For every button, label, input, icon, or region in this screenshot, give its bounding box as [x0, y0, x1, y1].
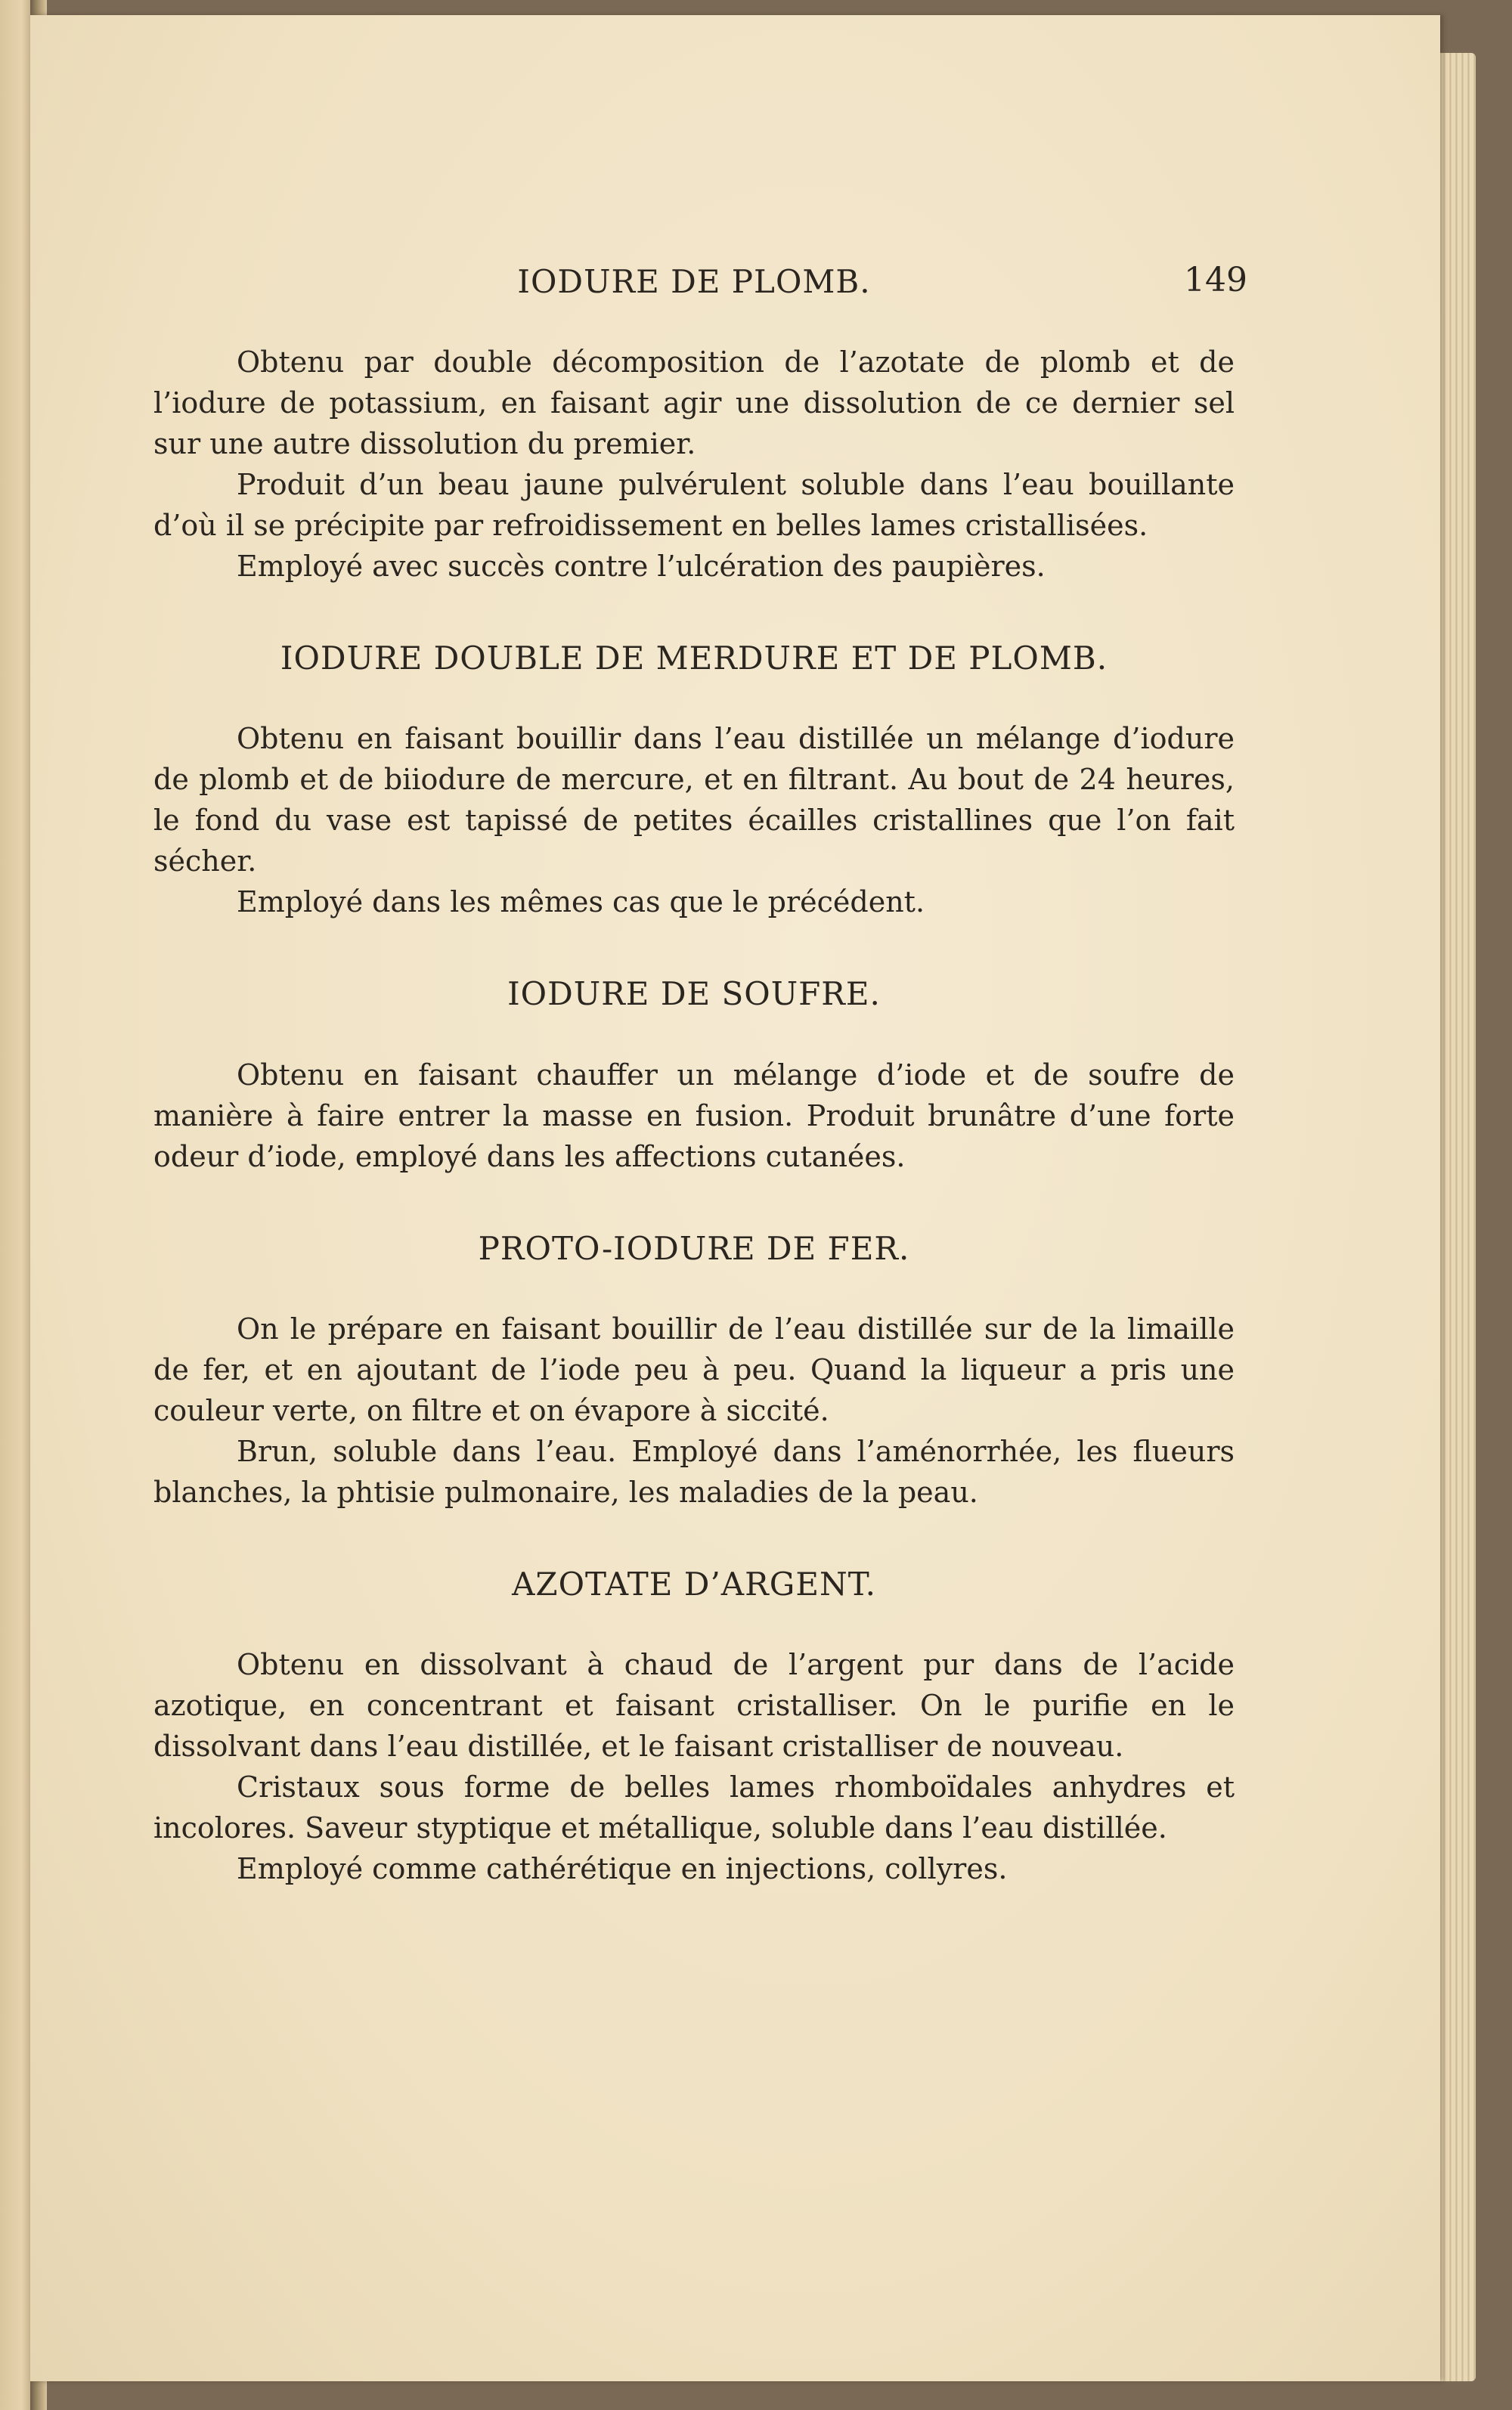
- entry-iodure-de-soufre: [153, 977, 1235, 1176]
- paragraph: Obtenu par double décomposition de l’azotate de plomb et de l’iodure de potassium, en faisant agir une dissolution de ce dernier sel sur une autre dissolution du premier.: [153, 345, 1235, 461]
- paragraph: Obtenu en dissolvant à chaud de l’argent pur dans de l’acide azotique, en concentrant et faisant cristalliser. On le purifie en le dissolvant dans l’eau distillée, et le faisant cristalliser de nouveau.: [153, 1647, 1235, 1763]
- entry-proto-iodure-de-fer: [153, 1231, 1235, 1513]
- paragraph: Brun, soluble dans l’eau. Employé dans l’aménorrhée, les flueurs blanches, la phtisie pulmonaire, les maladies de la peau.: [153, 1434, 1235, 1509]
- paragraph: Employé comme cathérétique en injections, collyres.: [237, 1851, 1008, 1885]
- paragraph: Produit d’un beau jaune pulvérulent soluble dans l’eau bouillante d’où il se précipite par refroidissement en belles lames cristallisées.: [153, 468, 1235, 543]
- paragraph: Employé avec succès contre l’ulcération des paupières.: [237, 550, 1046, 584]
- entry-title: IODURE DE PLOMB.: [517, 263, 871, 300]
- page-number: 149: [1184, 261, 1247, 299]
- paragraph: Obtenu en faisant bouillir dans l’eau distillée un mélange d’iodure de plomb et de biiodure de mercure, et en filtrant. Au bout de 24 heures, le fond du vase est tapissé de petites écailles cristallines que l’on fait sécher.: [153, 722, 1235, 878]
- entry-title: AZOTATE D’ARGENT.: [512, 1565, 876, 1603]
- paragraph: Cristaux sous forme de belles lames rhomboïdales anhydres et incolores. Saveur styptique et métallique, soluble dans l’eau distillée.: [153, 1770, 1235, 1845]
- paragraph: Obtenu en faisant chauffer un mélange d’iode et de soufre de manière à faire entrer la masse en fusion. Produit brunâtre d’une forte odeur d’iode, employé dans les affections cutanées.: [153, 1058, 1235, 1173]
- entry-iodure-double: [153, 641, 1235, 922]
- entry-title: PROTO-IODURE DE FER.: [478, 1229, 910, 1267]
- entry-iodure-de-plomb: [153, 265, 1235, 587]
- paragraph: Employé dans les mêmes cas que le précédent.: [237, 885, 925, 919]
- entry-azotate-d-argent: [153, 1567, 1235, 1889]
- book-page: [30, 15, 1440, 2381]
- entry-title: IODURE DOUBLE DE MERDURE ET DE PLOMB.: [280, 640, 1108, 677]
- paragraph: On le prépare en faisant bouillir de l’eau distillée sur de la limaille de fer, et en ajoutant de l’iode peu à peu. Quand la liqueur a pris une couleur verte, on filtre et on évapore à siccité.: [153, 1312, 1235, 1427]
- page-content: [153, 265, 1235, 1944]
- entry-title: IODURE DE SOUFRE.: [507, 975, 881, 1013]
